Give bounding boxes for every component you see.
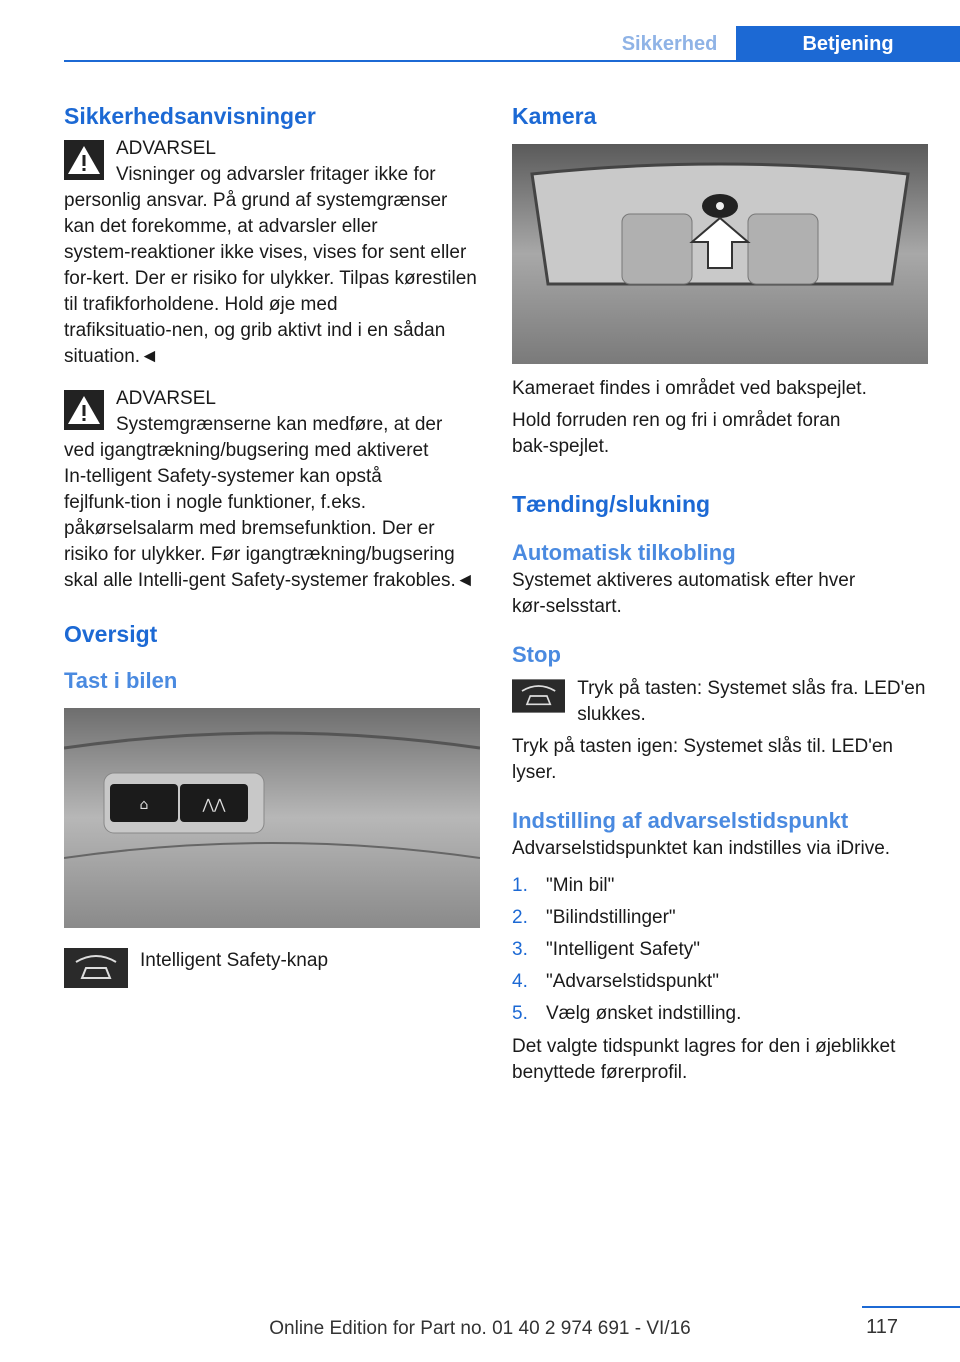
list-item [512, 998, 928, 1030]
list-item [512, 966, 928, 998]
warning-triangle-icon [64, 390, 104, 430]
closing-text: Det valgte tidspunkt lagres for den i øjeblikket benyttede førerprofil. [512, 1036, 896, 1083]
step-text: "Min bil" [546, 875, 615, 896]
step-text: "Bilindstillinger" [546, 907, 676, 928]
intelligent-safety-button-icon [512, 676, 565, 716]
subsection-title-button: Tast i bilen [64, 668, 178, 693]
button-caption-row [64, 948, 480, 988]
step-text: "Intelligent Safety" [546, 939, 700, 960]
subsection-title-setting: Indstilling af advarselstidspunkt [512, 808, 849, 833]
warning-triangle-icon [64, 140, 104, 180]
warning-text-rest: ved igangtrækning/bugsering med aktiveret In‑telligent Safety‑systemer kan opstå fejlfunk‑tion i nogle funktioner, f.eks. påkørselsalarm med bremsefunktion. Der er risiko for ulykker. Før igangtrækning/bugsering skal alle Intelli‑gent Safety‑systemer frakobles.◄ [64, 440, 475, 591]
camera-text-2: Hold forruden ren og fri i området foran bak‑spejlet. [512, 410, 841, 457]
warning-block-1 [64, 136, 480, 370]
step-number: 5. [512, 1003, 528, 1024]
warning-title: ADVARSEL [116, 138, 216, 159]
warning-block-2 [64, 386, 480, 594]
warning-text-first-line: Systemgrænserne kan medføre, at der [116, 414, 443, 435]
warning-text [64, 412, 480, 594]
section-title-safety: Sikkerhedsanvisninger [64, 103, 316, 129]
stop-text-1: Tryk på tasten: Systemet slås fra. LED'en slukkes. [577, 678, 926, 725]
step-number: 3. [512, 939, 528, 960]
footer-edition-text: Online Edition for Part no. 01 40 2 974 691 - VI/16 [269, 1318, 691, 1339]
section-title-ignition: Tænding/slukning [512, 491, 711, 517]
warning-title: ADVARSEL [116, 388, 216, 409]
step-text: "Advarselstidspunkt" [546, 971, 719, 992]
tab-sikkerhed[interactable]: Sikkerhed [621, 33, 718, 55]
right-column [512, 100, 928, 1086]
camera-text-1: Kameraet findes i området ved bakspejlet. [512, 378, 867, 399]
left-column [64, 100, 480, 988]
auto-text: Systemet aktiveres automatisk efter hver kør‑selsstart. [512, 570, 856, 617]
warning-text-rest: personlig ansvar. På grund af systemgrænser kan det forekomme, at advarsler eller system‑reaktioner ikke vises, vises for sent eller for‑kert. Der er risiko for ulykker. Tilpas kørestilen til trafikforholdene. Hold øje med trafiksituatio‑nen, og grib aktivt ind i en sådan situation.◄ [64, 190, 477, 367]
tab-betjening[interactable]: Betjening [736, 26, 960, 62]
page-number: 117 [866, 1316, 898, 1338]
subsection-title-auto: Automatisk tilkobling [512, 540, 736, 565]
svg-text:⌂: ⌂ [139, 797, 149, 813]
stop-text-2: Tryk på tasten igen: Systemet slås til. LED'en lyser. [512, 736, 893, 783]
stop-row [512, 676, 928, 728]
step-number: 2. [512, 907, 528, 928]
warning-text-first-line: Visninger og advarsler fritager ikke for [116, 164, 436, 185]
list-item [512, 902, 928, 934]
step-text: Vælg ønsket indstilling. [546, 1003, 742, 1024]
step-number: 1. [512, 875, 528, 896]
camera-location-photo [512, 144, 928, 364]
section-title-camera: Kamera [512, 103, 597, 129]
setting-text: Advarselstidspunktet kan indstilles via iDrive. [512, 838, 891, 859]
list-item [512, 934, 928, 966]
button-panel-photo [64, 708, 480, 928]
intelligent-safety-button-icon [64, 948, 128, 988]
svg-text:⋀⋀: ⋀⋀ [202, 797, 226, 813]
warning-text [64, 162, 480, 370]
page-number-rule [862, 1306, 960, 1308]
settings-steps [512, 870, 928, 1030]
section-title-overview: Oversigt [64, 621, 158, 647]
button-caption: Intelligent Safety-knap [140, 950, 329, 971]
step-number: 4. [512, 971, 528, 992]
subsection-title-stop: Stop [512, 642, 561, 667]
list-item [512, 870, 928, 902]
